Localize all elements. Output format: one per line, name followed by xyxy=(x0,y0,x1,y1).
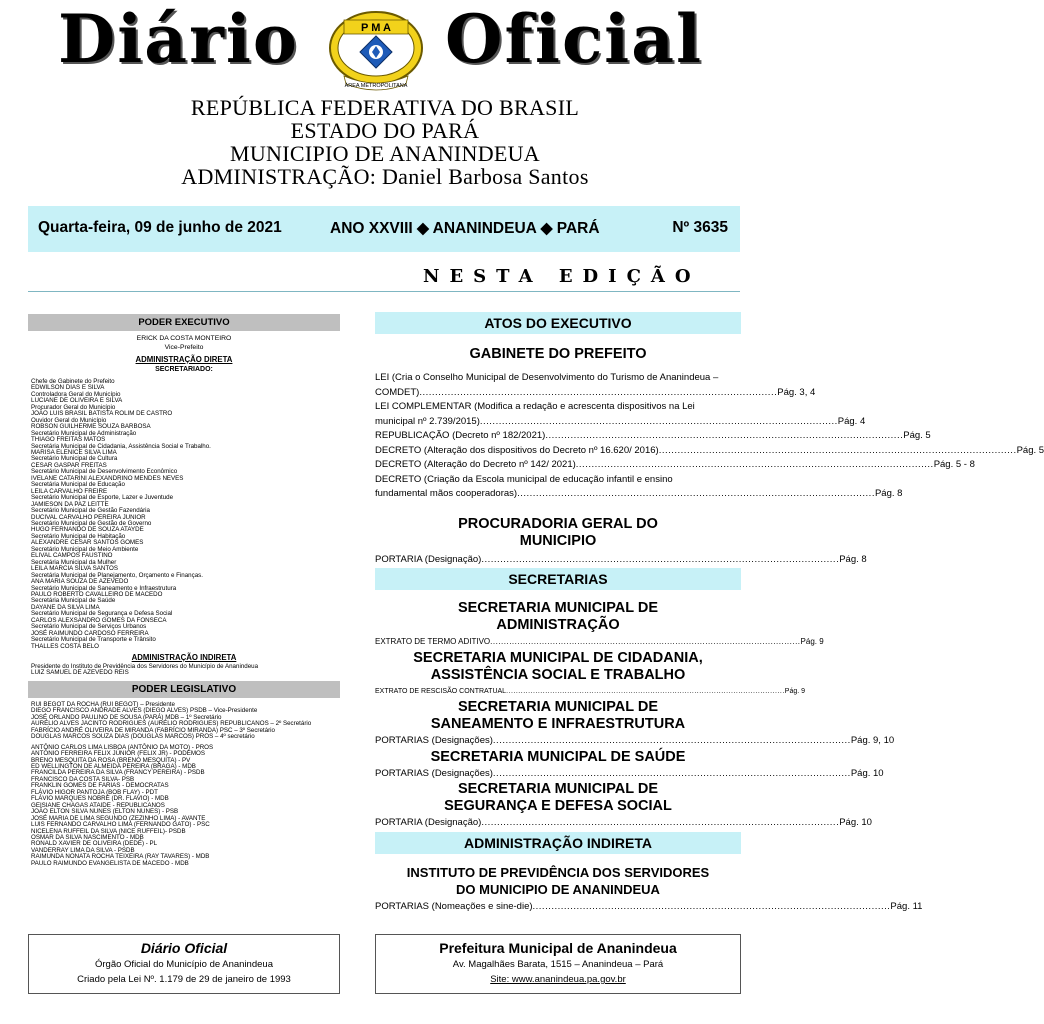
secretarias-heading: SECRETARIAS xyxy=(375,568,741,590)
gov-line-republic: REPÚBLICA FEDERATIVA DO BRASIL xyxy=(190,95,580,120)
toc-entry-text: fundamental mãos cooperadoras) xyxy=(375,488,518,499)
list-item: AURÉLIO ALVES JACINTO RODRIGUES (AURÉLIO RODRIGUES) REPUBLICANOS – 2º Secretário xyxy=(31,720,312,728)
gov-line-administration: ADMINISTRAÇÃO: Daniel Barbosa Santos xyxy=(181,164,589,189)
edition-date: Quarta-feira, 09 de junho de 2021 xyxy=(38,219,282,236)
list-item: Secretário Municipal de Gestão Fazendária xyxy=(31,507,151,515)
gabinete-toc-entry[interactable]: municipal nº 2.739/2015) .................................................................................................................. Pág. 4 xyxy=(375,415,741,430)
toc-entry-text: REPUBLICAÇÃO (Decreto nº 182/2021) xyxy=(375,430,546,441)
toc-entry-page: Pág. 5 - 8 xyxy=(933,459,975,470)
list-item: LEILA CARVALHO FREIRE xyxy=(31,487,108,495)
list-item: DAYANE DA SILVA LIMA xyxy=(31,603,100,611)
list-item: ROBSON GUILHERME SOUZA BARBOSA xyxy=(31,423,151,431)
seal-ribbon-text: ÁREA METROPOLITANA xyxy=(344,83,408,89)
list-item: FABRÍCIO ANDRÉ OLIVEIRA DE MIRANDA (FABRÍCIO MIRANDA) PSC – 3º Secretário xyxy=(31,726,275,734)
poder-executivo-heading: PODER EXECUTIVO xyxy=(28,314,340,331)
list-item: ED WELLINGTON DE ALMEIDA PEREIRA (BRAGA) - MDB xyxy=(31,763,196,771)
list-item: FRANCILDA PEREIRA DA SILVA (FRANCY PEREIRA) - PSDB xyxy=(31,769,205,777)
list-item: EDWILSON DIAS E SILVA xyxy=(31,384,105,392)
list-item: DOUGLAS MARCOS SOUZA DIAS (DOUGLAS MARCOS) PROS – 4º secretário xyxy=(31,733,255,741)
gabinete-heading: GABINETE DO PREFEITO xyxy=(469,346,647,362)
adm-direta-heading: ADMINISTRAÇÃO DIRETA xyxy=(135,355,233,364)
list-item: Secretário Municipal de Meio Ambiente xyxy=(31,545,139,553)
municipal-seal-icon xyxy=(326,6,426,96)
edition-number: Nº 3635 xyxy=(672,219,728,236)
list-item: Secretário Municipal de Habitação xyxy=(31,532,126,540)
seal-letters: P M A xyxy=(361,22,391,34)
toc-entry-text: PORTARIA (Designação) xyxy=(375,817,482,828)
list-item: CARLOS ALEXSANDRO GOMES DA FONSECA xyxy=(31,616,167,624)
list-item: Secretário Municipal de Desenvolvimento Econômico xyxy=(31,468,178,476)
toc-entry-text: PORTARIAS (Designações) xyxy=(375,767,493,779)
government-header xyxy=(0,96,770,188)
poder-legislativo-heading: PODER LEGISLATIVO xyxy=(28,681,340,698)
list-item: Controladora Geral do Município xyxy=(31,390,121,398)
toc-entry-text: PORTARIAS (Nomeações e sine-die) xyxy=(375,900,533,912)
edition-date-bar xyxy=(28,206,740,252)
legislativo-list xyxy=(28,702,340,867)
secretariado-heading: SECRETARIADO: xyxy=(155,366,213,373)
list-item: ANA MARIA SOUZA DE AZEVEDO xyxy=(31,578,129,586)
toc-entry-page: Pág. 10 xyxy=(850,767,884,779)
toc-entry-page: Pág. 10 xyxy=(839,817,872,828)
list-item: FLÁVIO MARQUES NOBRE (DR. FLAVIO) - MDB xyxy=(31,795,169,803)
sec-sau-entry[interactable]: PORTARIAS (Designações) .................................................................................................................. Pág. 10 xyxy=(375,767,741,782)
gabinete-toc-entry[interactable]: DECRETO (Alteração dos dispositivos do Decreto nº 16.620/ 2016) .................................................................................................................. Pág. 5 xyxy=(375,444,741,459)
list-item: Secretário Municipal de Transporte e Trânsito xyxy=(31,636,156,644)
instituto-entry[interactable]: PORTARIAS (Nomeações e sine-die) .................................................................................................................. Pág. 11 xyxy=(375,900,741,915)
toc-entry-text: PORTARIA (Designação) xyxy=(375,553,482,565)
toc-entry-text: COMDET) xyxy=(375,386,420,398)
sec-seg-heading-1: SECRETARIA MUNICIPAL DE xyxy=(457,781,659,797)
atos-do-executivo-heading: ATOS DO EXECUTIVO xyxy=(375,312,741,334)
toc-entry-text: DECRETO (Alteração dos dispositivos do Decreto nº 16.620/ 2016) xyxy=(375,444,659,456)
list-item: NICELENA RUFFEIL DA SILVA (NICE RUFFEIL)- PSDB xyxy=(31,827,186,835)
footer-diario-line1: Órgão Oficial do Município de Ananindeua xyxy=(95,959,273,970)
list-item: Chefe de Gabinete do Prefeito xyxy=(31,378,115,385)
sec-cid-heading-1: SECRETARIA MUNICIPAL DE CIDADANIA, xyxy=(413,649,703,666)
toc-entry-text: DECRETO (Alteração do Decreto nº 142/ 2021) xyxy=(375,459,576,470)
instituto-heading-1: INSTITUTO DE PREVIDÊNCIA DOS SERVIDORES xyxy=(406,864,710,880)
gabinete-toc-entry xyxy=(375,473,741,488)
footer-prefeitura-address: Av. Magalhães Barata, 1515 – Ananindeua – Pará xyxy=(452,959,664,970)
toc-entry-page: Pág. 8 xyxy=(874,488,903,499)
list-item: JOÃO ELTON SILVA NUNES (ELTON NUNES) - PSB xyxy=(31,808,179,816)
list-item: ELIVAL CAMPOS FAUSTINO xyxy=(31,552,113,560)
list-item: Secretária Municipal de Saúde xyxy=(31,597,116,605)
list-item: RONALD XAVIER DE OLIVEIRA (DEDÉ) - PL xyxy=(31,840,158,848)
list-item: Secretária Municipal de Planejamento, Orçamento e Finanças. xyxy=(31,571,203,579)
list-item: Secretário Municipal de Gestão de Governo xyxy=(31,519,152,527)
nesta-edicao-title: NESTA EDIÇÃO xyxy=(423,266,701,287)
list-item: PAULO RAIMUNDO EVANGELISTA DE MACEDO - MDB xyxy=(31,859,189,867)
nesta-edicao-heading xyxy=(28,262,740,292)
masthead-title-right: Oficial xyxy=(445,0,704,78)
list-item: OSMAR DA SILVA NASCIMENTO - MDB xyxy=(31,834,144,841)
list-item: ANTÔNIO FERREIRA FELIX JÚNIOR (FELIX JR) - PODEMOS xyxy=(31,750,205,758)
adm-indireta-heading-right: ADMINISTRAÇÃO INDIRETA xyxy=(375,832,741,854)
list-item: Presidente do Instituto de Previdência dos Servidores do Município de Ananindeua xyxy=(31,663,259,671)
toc-entry-text: LEI (Cria o Conselho Municipal de Desenvolvimento do Turismo de Ananindeua – xyxy=(375,372,719,383)
list-item: Secretário Municipal de Administração xyxy=(31,429,137,437)
toc-entry-text: municipal nº 2.739/2015) xyxy=(375,415,480,427)
masthead xyxy=(0,0,770,100)
list-item: LUCIANE DE OLIVEIRA E SILVA xyxy=(31,397,123,405)
toc-entry-text: DECRETO (Criação da Escola municipal de educação infantil e ensino xyxy=(375,473,673,485)
list-item: FRANKLIN GOMES DE FARIAS - DEMOCRATAS xyxy=(31,782,169,790)
list-item: ALEXANDRE CESAR SANTOS GOMES xyxy=(31,539,144,547)
toc-entry-page: Pág. 8 xyxy=(839,553,867,565)
list-item: Secretária Municipal de Cidadania, Assistência Social e Trabalho. xyxy=(31,442,211,450)
list-item: CESAR GASPAR FREITAS xyxy=(31,461,107,469)
sec-adm-entry[interactable]: EXTRATO DE TERMO ADITIVO .................................................................................................................. Pág. 9 xyxy=(375,635,741,650)
list-item: LUIS FERNANDO CARVALHO LIMA (FERNANDO GATO) - PSC xyxy=(31,821,210,829)
footer-prefeitura-site-link[interactable]: Site: www.ananindeua.pa.gov.br xyxy=(490,974,626,985)
sec-seg-entry[interactable]: PORTARIA (Designação) .................................................................................................................. Pág. 10 xyxy=(375,816,741,831)
gov-line-municipality: MUNICIPIO DE ANANINDEUA xyxy=(230,141,540,166)
list-item: JOSÉ MARIA DE LIMA SEGUNDO (ZEZINHO LIMA) - AVANTE xyxy=(31,814,206,822)
toc-entry-text: EXTRATO DE TERMO ADITIVO xyxy=(375,637,491,646)
list-item: JOSÉ ORLANDO PAULINO DE SOUSA (PARÁ) MDB – 1º Secretário xyxy=(31,713,222,721)
gabinete-toc-entry[interactable]: DECRETO (Alteração do Decreto nº 142/ 2021) .................................................................................................................. Pág. 5 - 8 xyxy=(375,458,741,473)
prefeito-role: Vice-Prefeito xyxy=(164,343,204,351)
toc-entry-page: Pág. 9, 10 xyxy=(850,735,895,746)
list-item: JOSÉ RAIMUNDO CARDOSO FERREIRA xyxy=(31,629,149,637)
gabinete-toc-entry xyxy=(375,400,741,415)
sec-san-entry[interactable]: PORTARIAS (Designações) .................................................................................................................. Pág. 9, 10 xyxy=(375,734,741,749)
list-item: GEISIANE CHAGAS ATAIDE - REPUBLICANOS xyxy=(31,801,165,809)
sec-cid-heading-2: ASSISTÊNCIA SOCIAL E TRABALHO xyxy=(430,666,686,683)
list-item: Secretária Municipal de Educação xyxy=(31,481,125,489)
list-item: Ouvidor Geral do Município xyxy=(31,416,107,424)
list-item: Secretário Municipal de Serviços Urbanos xyxy=(31,623,147,631)
procuradoria-heading-1: PROCURADORIA GERAL DO xyxy=(458,515,658,532)
procuradoria-heading-2: MUNICIPIO xyxy=(519,532,597,549)
list-item: Procurador Geral do Município xyxy=(31,403,116,411)
list-item: PAULO ROBERTO CAVALLEIRO DE MACEDO xyxy=(31,590,163,598)
procuradoria-entry[interactable]: PORTARIA (Designação) .................................................................................................................. Pág. 8 xyxy=(375,553,741,568)
right-column-contents xyxy=(375,312,1044,932)
footer-prefeitura-box xyxy=(375,934,741,994)
left-column-authorities xyxy=(28,314,340,926)
list-item: LUIZ SAMUEL DE AZEVEDO REIS xyxy=(31,669,129,677)
list-item: DIEGO FRANCISCO ANDRADE ALVES (DIEGO ALVES) PSDB – Vice-Presidente xyxy=(31,707,258,715)
instituto-heading-2: DO MUNICIPIO DE ANANINDEUA xyxy=(456,881,660,897)
toc-entry-text: EXTRATO DE RESCISÃO CONTRATUAL xyxy=(375,687,507,695)
sec-cid-entry[interactable]: EXTRATO DE RESCISÃO CONTRATUAL .................................................................................................................. Pág. 9 xyxy=(375,685,741,700)
list-item: LEILA MARCIA SILVA SANTOS xyxy=(31,565,119,573)
list-item: HUGO FERNANDO DE SOUZA ATAYDE xyxy=(31,526,144,534)
secretariado-list xyxy=(28,379,340,650)
list-item: FLÁVIO HIGOR PANTOJA (BOB FLAY) - PDT xyxy=(31,788,158,796)
list-item: JAMIESON DA PAZ LEITTE xyxy=(31,500,109,508)
prefeito-name: ERICK DA COSTA MONTEIRO xyxy=(136,335,232,342)
list-item: Secretário Municipal de Saneamento e Infraestrutura xyxy=(31,584,177,592)
sec-san-heading-2: SANEAMENTO E INFRAESTRUTURA xyxy=(430,716,686,732)
toc-entry-page: Pág. 9 xyxy=(800,637,824,646)
toc-entry-page: Pág. 11 xyxy=(890,900,923,912)
edition-year-location: ANO XXVIII ◆ ANANINDEUA ◆ PARÁ xyxy=(330,220,600,237)
list-item: Secretário Municipal de Esporte, Lazer e Juventude xyxy=(31,494,174,502)
list-item: RAIMUNDA NONATA ROCHA TEIXEIRA (RAY TAVARES) - MDB xyxy=(31,853,210,861)
toc-entry-page: Pág. 4 xyxy=(837,415,866,427)
toc-entry-text: PORTARIAS (Designações) xyxy=(375,735,493,746)
list-item: RUI BEGOT DA ROCHA (RUI BEGOT) – Presidente xyxy=(31,700,175,708)
list-item: ANTÔNIO CARLOS LIMA LISBOA (ANTÔNIO DA MOTO) - PROS xyxy=(31,743,214,751)
toc-entry-page: Pág. 3, 4 xyxy=(777,386,816,398)
gabinete-toc-entry[interactable]: fundamental mãos cooperadoras) .................................................................................................................. Pág. 8 xyxy=(375,487,741,502)
footer-diario-title: Diário Oficial xyxy=(140,940,228,956)
gabinete-toc-entry xyxy=(375,371,741,386)
gov-line-state: ESTADO DO PARÁ xyxy=(290,118,480,143)
list-item: FRANCISCO DA COSTA SILVA- PSB xyxy=(31,775,135,783)
list-item: Secretário Municipal de Segurança e Defesa Social xyxy=(31,610,173,618)
sec-adm-heading-2: ADMINISTRAÇÃO xyxy=(496,617,620,633)
footer-prefeitura-title: Prefeitura Municipal de Ananindeua xyxy=(439,940,677,956)
masthead-title-left: Diário xyxy=(58,0,299,78)
toc-entry-page: Pág. 9 xyxy=(784,687,806,695)
footer-diario-line2: Criado pela Lei Nº. 1.179 de 29 de janeiro de 1993 xyxy=(77,974,291,985)
toc-entry-text: LEI COMPLEMENTAR (Modifica a redação e acrescenta dispositivos na Lei xyxy=(375,401,695,412)
gabinete-entries xyxy=(375,371,1044,502)
list-item: Secretária Municipal da Mulher xyxy=(31,558,117,566)
sec-adm-heading-1: SECRETARIA MUNICIPAL DE xyxy=(457,600,659,616)
sec-san-heading-1: SECRETARIA MUNICIPAL DE xyxy=(457,699,659,715)
list-item: DUCIVAL CARVALHO PEREIRA JUNIOR xyxy=(31,513,146,521)
gabinete-toc-entry[interactable]: REPUBLICAÇÃO (Decreto nº 182/2021) .................................................................................................................. Pág. 5 xyxy=(375,429,741,444)
toc-entry-page: Pág. 5 xyxy=(903,430,931,441)
list-item: THALLES COSTA BELO xyxy=(31,642,99,650)
list-item: JOÃO LUIS BRASIL BATISTA ROLIM DE CASTRO xyxy=(31,410,173,418)
list-item: THIAGO FREITAS MATOS xyxy=(31,436,106,444)
gabinete-toc-entry[interactable]: COMDET) .................................................................................................................. Pág. 3, 4 xyxy=(375,386,741,401)
footer-diario-box xyxy=(28,934,340,994)
sec-sau-heading: SECRETARIA MUNICIPAL DE SAÚDE xyxy=(430,748,686,765)
list-item: IVELANE CATARINI ALEXANDRINO MENDES NEVES xyxy=(31,474,184,482)
toc-entry-page: Pág. 5 xyxy=(1016,444,1044,456)
indireta-list xyxy=(28,664,340,677)
list-item: MARISA ELENICE SILVA LIMA xyxy=(31,448,117,456)
list-item: BRENO MESQUITA DA ROSA (BRENO MESQUITA) - PV xyxy=(31,756,191,764)
list-item: Secretário Municipal de Cultura xyxy=(31,455,118,463)
sec-seg-heading-2: SEGURANÇA E DEFESA SOCIAL xyxy=(444,798,672,814)
list-item: VANDERRAY LIMA DA SILVA - PSDB xyxy=(31,846,135,854)
adm-indireta-heading-left: ADMINISTRAÇÃO INDIRETA xyxy=(131,653,237,663)
